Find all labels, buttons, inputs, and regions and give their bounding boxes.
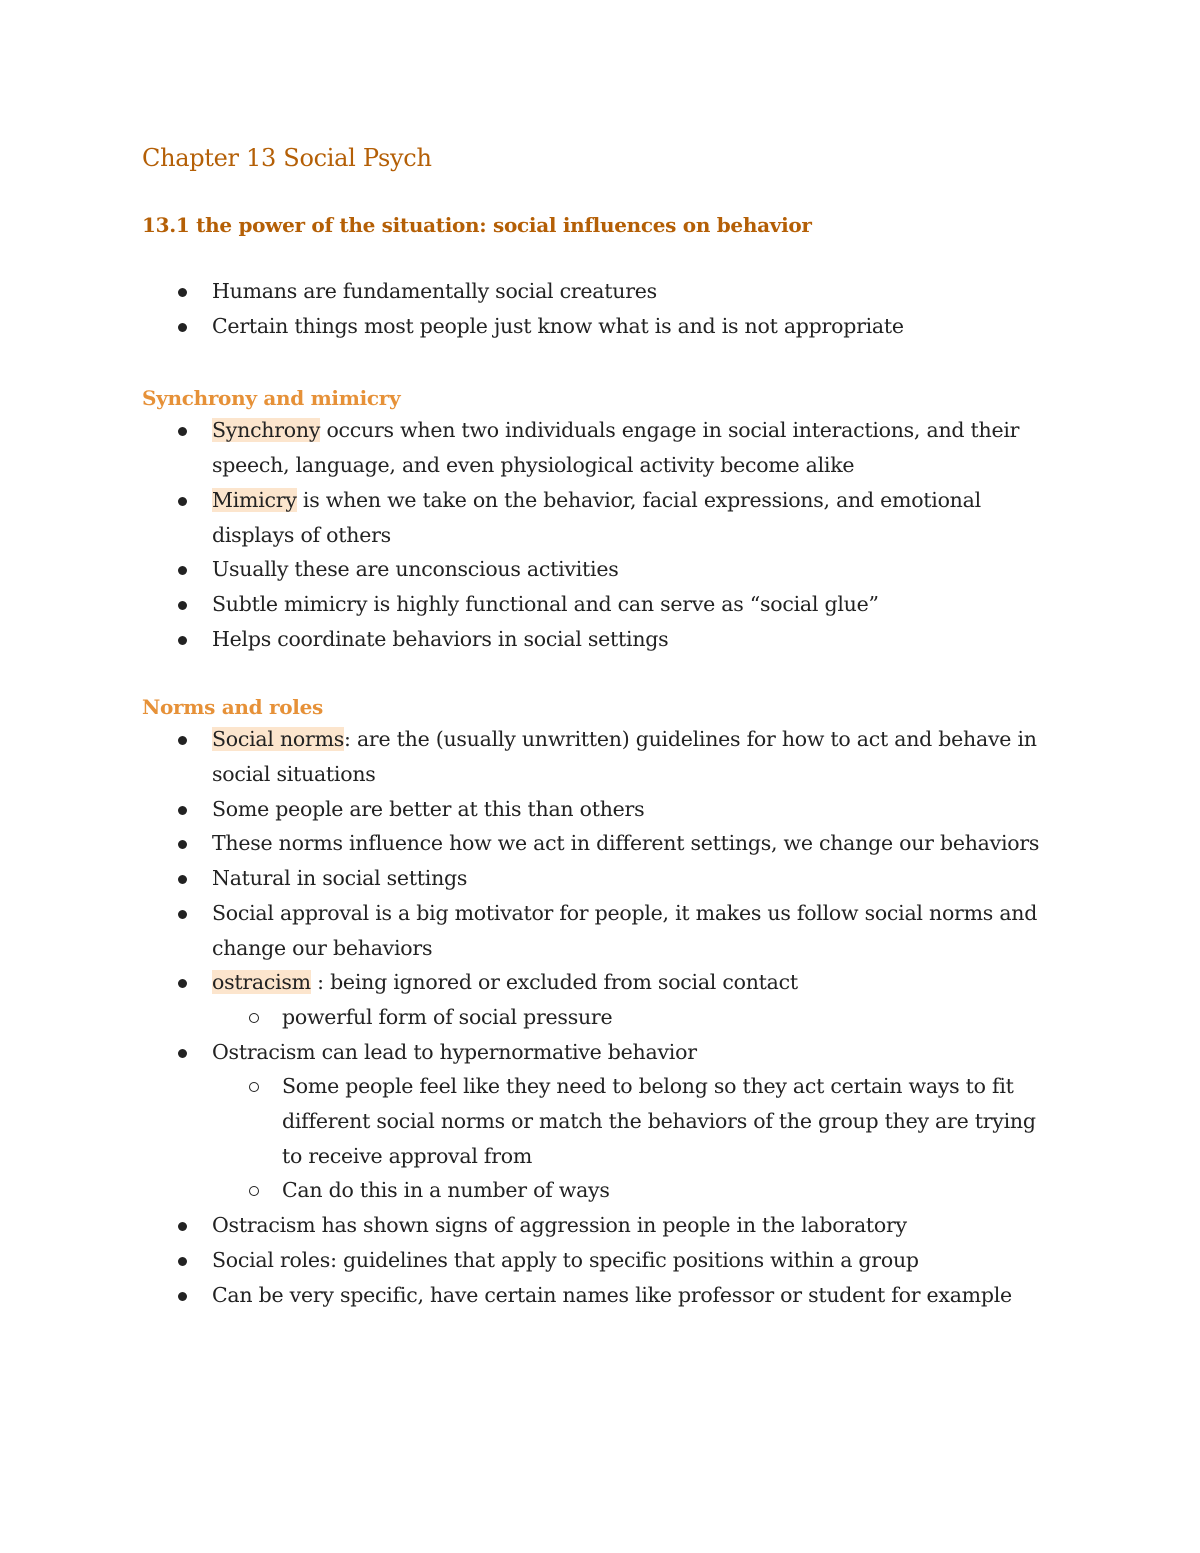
list-item-text: Social approval is a big motivator for people, it makes us follow social norms and change our behaviors	[212, 900, 1038, 960]
list-item-text: Social roles: guidelines that apply to specific positions within a group	[212, 1247, 919, 1272]
sub-list-item	[212, 1000, 1062, 1035]
sub-list-item-text: powerful form of social pressure	[282, 1004, 613, 1029]
list-item-text: Usually these are unconscious activities	[212, 557, 619, 582]
list-item-text: Ostracism can lead to hypernormative behavior	[212, 1039, 697, 1064]
sub-list-item	[212, 1069, 1062, 1173]
list-item	[142, 1243, 1062, 1278]
list-item	[142, 826, 1062, 861]
bullet-icon	[178, 566, 187, 575]
bullet-icon	[178, 601, 187, 610]
list-item-text: Ostracism has shown signs of aggression in people in the laboratory	[212, 1213, 907, 1238]
bullet-icon	[178, 1222, 187, 1231]
synchrony-list	[142, 413, 1062, 656]
bullet-icon	[178, 875, 187, 884]
list-item	[142, 965, 1062, 1034]
list-item	[142, 896, 1062, 965]
list-item-text: Subtle mimicry is highly functional and can serve as “social glue”	[212, 591, 879, 616]
bullet-icon	[178, 910, 187, 919]
list-item-text: Can be very specific, have certain names like professor or student for example	[212, 1282, 1012, 1307]
hollow-bullet-icon	[249, 1013, 259, 1023]
bullet-icon	[178, 736, 187, 745]
list-item	[142, 861, 1062, 896]
bullet-icon	[178, 1257, 187, 1266]
highlighted-term: Mimicry	[212, 487, 297, 512]
sub-list-item-text: Can do this in a number of ways	[282, 1178, 610, 1203]
norms-list	[142, 722, 1062, 1312]
list-item	[142, 792, 1062, 827]
list-item	[142, 622, 1062, 657]
document-body	[142, 138, 1062, 1312]
list-item-text: Some people are better at this than others	[212, 796, 645, 821]
list-item-text: : are the (usually unwritten) guidelines for how to act and behave in social situations	[212, 727, 1037, 787]
bullet-icon	[178, 636, 187, 645]
hollow-bullet-icon	[249, 1186, 259, 1196]
page-title: Chapter 13 Social Psych	[142, 144, 432, 172]
list-item	[142, 1208, 1062, 1243]
list-item-text: Natural in social settings	[212, 866, 468, 891]
list-item-text: : being ignored or excluded from social contact	[310, 970, 798, 995]
hollow-bullet-icon	[249, 1082, 259, 1092]
intro-list	[142, 274, 1062, 343]
list-item	[142, 552, 1062, 587]
list-item	[142, 722, 1062, 791]
bullet-icon	[178, 323, 187, 332]
list-item-text: is when we take on the behavior, facial expressions, and emotional displays of others	[212, 487, 981, 547]
list-item-text: Certain things most people just know what is and is not appropriate	[212, 313, 904, 338]
bullet-icon	[178, 427, 187, 436]
list-item	[142, 1278, 1062, 1313]
bullet-icon	[178, 497, 187, 506]
sub-list-item-text: Some people feel like they need to belong so they act certain ways to fit different social norms or match the behaviors of the group they are trying to receive approval from	[282, 1074, 1036, 1168]
list-item-text: occurs when two individuals engage in social interactions, and their speech, language, and even physiological activity become alike	[212, 418, 1020, 478]
bullet-icon	[178, 1292, 187, 1301]
list-item	[142, 413, 1062, 482]
norms-heading: Norms and roles	[142, 695, 323, 720]
sub-list	[212, 1000, 1062, 1035]
list-item	[142, 587, 1062, 622]
list-item	[142, 309, 1062, 344]
highlighted-term: Synchrony	[212, 418, 321, 443]
list-item-text: Humans are fundamentally social creatures	[212, 279, 657, 303]
bullet-icon	[178, 806, 187, 815]
section-heading: 13.1 the power of the situation: social influences on behavior	[142, 213, 812, 237]
list-item	[142, 1035, 1062, 1209]
bullet-icon	[178, 840, 187, 849]
synchrony-heading: Synchrony and mimicry	[142, 386, 401, 411]
list-item-text: Helps coordinate behaviors in social settings	[212, 626, 669, 651]
list-item	[142, 483, 1062, 552]
bullet-icon	[178, 288, 187, 297]
highlighted-term: Social norms	[212, 727, 345, 752]
list-item-text: These norms influence how we act in different settings, we change our behaviors	[212, 831, 1040, 856]
sub-list-item	[212, 1173, 1062, 1208]
highlighted-term: ostracism	[212, 970, 311, 995]
bullet-icon	[178, 1049, 187, 1058]
sub-list	[212, 1069, 1062, 1208]
list-item	[142, 274, 1062, 309]
bullet-icon	[178, 979, 187, 988]
